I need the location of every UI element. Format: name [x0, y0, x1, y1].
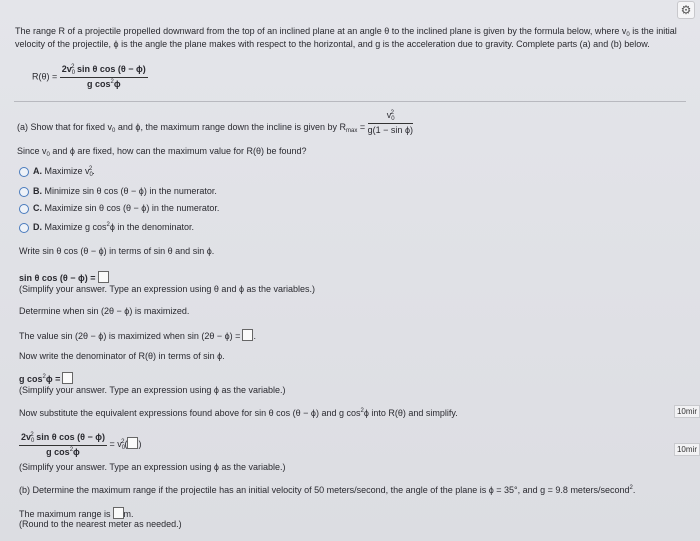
- step-write: Write sin θ cos (θ − ϕ) in terms of sin θ and sin ϕ.: [19, 246, 215, 256]
- answer-box-2[interactable]: [242, 329, 253, 341]
- option-b[interactable]: B. Minimize sin θ cos (θ − ϕ) in the numerator.: [33, 186, 217, 196]
- range-formula: R(θ) = $\frac{2v_0^2 \sin \theta \cos (\theta - \phi)}{g \cos^2\phi}$: [32, 64, 146, 89]
- hint-1: (Simplify your answer. Type an expression using θ and ϕ as the variables.): [19, 284, 316, 294]
- answer-box-5[interactable]: [113, 507, 124, 519]
- option-d[interactable]: D. Maximize g $\cos^2\phi$ in the denominator.: [33, 222, 194, 232]
- step-maxed: The value sin (2θ − ϕ) is maximized when sin (2θ − ϕ) = .: [19, 331, 256, 341]
- intro-line-2: velocity of the projectile, ϕ is the angle the plane makes with respect to the horizontal, and g is the acceleration due to gravity. Complete parts (a) and (b) below.: [15, 39, 650, 49]
- answer-box-3[interactable]: [62, 372, 73, 384]
- time-tag-1: 10mir: [674, 405, 700, 418]
- option-c-radio[interactable]: [19, 204, 29, 214]
- step-substitute: Now substitute the equivalent expressions found above for sin θ cos (θ − ϕ) and g $\cos^2\phi$ into R(θ) and simplify.: [19, 408, 458, 418]
- hint-2: (Simplify your answer. Type an expression using ϕ as the variable.): [19, 385, 286, 395]
- option-b-radio[interactable]: [19, 187, 29, 197]
- hint-3: (Simplify your answer. Type an expression using ϕ as the variable.): [19, 462, 286, 472]
- intro-line-1: The range R of a projectile propelled downward from the top of an inclined plane at an angle θ to the inclined plane is given by the formula below, where $v_0$ is the initial: [15, 26, 677, 38]
- step-expr2: g $\cos^2\phi$ =: [19, 372, 73, 384]
- step-denom: Now write the denominator of R(θ) in terms of sin ϕ.: [19, 351, 225, 361]
- part-a-prompt: (a) Show that for fixed $v_0$ and ϕ, the maximum range down the incline is given by $R_{max}$ = $\frac{v_0^2}{\text{g(1 − sin ϕ)}}$: [17, 110, 413, 135]
- section-divider: [14, 101, 686, 102]
- part-b-answer: The maximum range is m.: [19, 509, 134, 519]
- step-sub-expr: $\frac{2v_0^2 \sin \theta \cos (\theta - \phi)}{g \cos^2\phi}$ = $v_0^2$( ): [21, 432, 142, 457]
- option-d-radio[interactable]: [19, 223, 29, 233]
- part-a-question: Since $v_0$ and ϕ are fixed, how can the maximum value for R(θ) be found?: [17, 146, 307, 158]
- answer-box-1[interactable]: [98, 271, 109, 283]
- part-b-prompt: (b) Determine the maximum range if the projectile has an initial velocity of 50 meters/second, the angle of the plane is ϕ = 35°, and g = 9.8 meters/second$^2$.: [19, 485, 636, 495]
- option-a-radio[interactable]: [19, 167, 29, 177]
- option-c[interactable]: C. Maximize sin θ cos (θ − ϕ) in the numerator.: [33, 203, 220, 213]
- answer-box-4[interactable]: [127, 437, 138, 449]
- gear-icon[interactable]: ⚙: [677, 1, 695, 19]
- time-tag-2: 10mir: [674, 443, 700, 456]
- step-expr1: sin θ cos (θ − ϕ) =: [19, 271, 109, 283]
- part-b-hint: (Round to the nearest meter as needed.): [19, 519, 182, 529]
- step-determine: Determine when sin (2θ − ϕ) is maximized.: [19, 306, 190, 316]
- option-a[interactable]: A. Maximize $v_0^2$.: [33, 166, 95, 178]
